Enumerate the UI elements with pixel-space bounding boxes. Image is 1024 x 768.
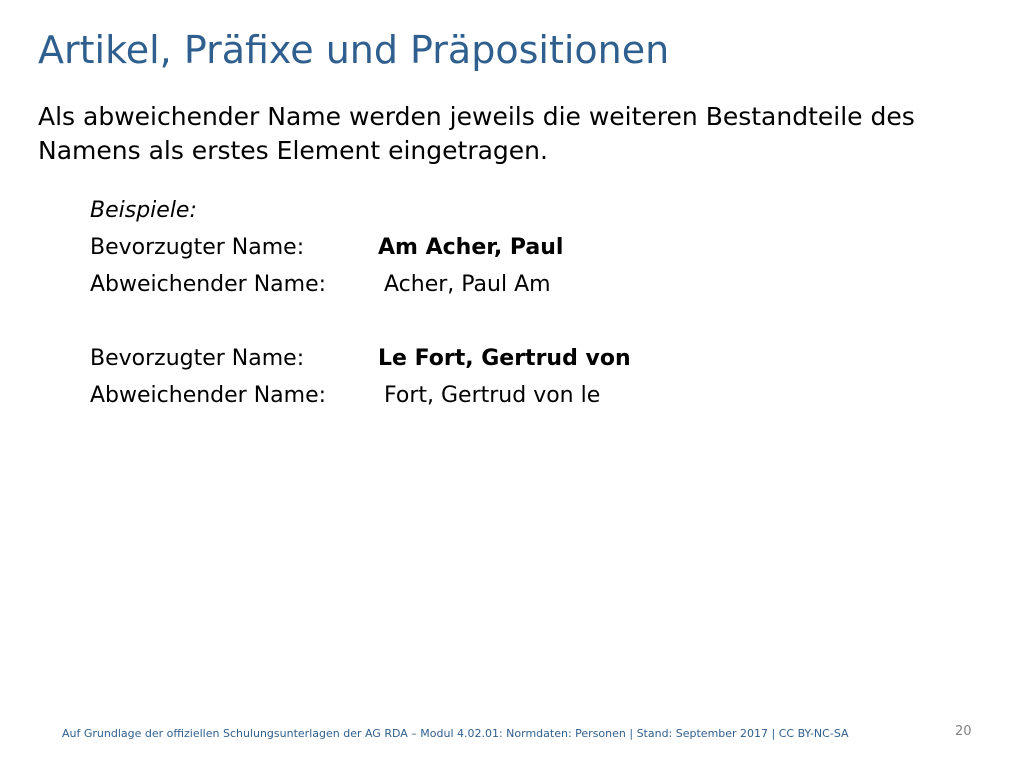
examples-heading: Beispiele: bbox=[90, 198, 197, 223]
variant-name-label: Abweichender Name: bbox=[90, 272, 327, 297]
footer-credits: Auf Grundlage der offiziellen Schulungsunterlagen der AG RDA – Modul 4.02.01: Normdaten: Personen | Stand: September 2017 | CC BY-NC-SA bbox=[62, 727, 849, 740]
variant-name-value: Acher, Paul Am bbox=[384, 272, 551, 297]
preferred-name-value: Am Acher, Paul bbox=[378, 235, 564, 260]
slide-title: Artikel, Präfixe und Präpositionen bbox=[38, 28, 670, 72]
intro-text: Als abweichender Name werden jeweils die weiteren Bestandteile des Namens als erstes Element eingetragen. bbox=[38, 102, 915, 165]
example-2-variant-row bbox=[90, 377, 970, 414]
examples-block bbox=[90, 192, 970, 414]
variant-name-value: Fort, Gertrud von le bbox=[384, 383, 601, 408]
preferred-name-label: Bevorzugter Name: bbox=[90, 346, 305, 371]
example-spacer bbox=[90, 303, 970, 340]
example-1-variant-row bbox=[90, 266, 970, 303]
example-1-preferred-row bbox=[90, 229, 970, 266]
example-2-preferred-row bbox=[90, 340, 970, 377]
preferred-name-label: Bevorzugter Name: bbox=[90, 235, 305, 260]
variant-name-label: Abweichender Name: bbox=[90, 383, 327, 408]
preferred-name-value: Le Fort, Gertrud von bbox=[378, 346, 631, 371]
page-number: 20 bbox=[955, 724, 972, 739]
